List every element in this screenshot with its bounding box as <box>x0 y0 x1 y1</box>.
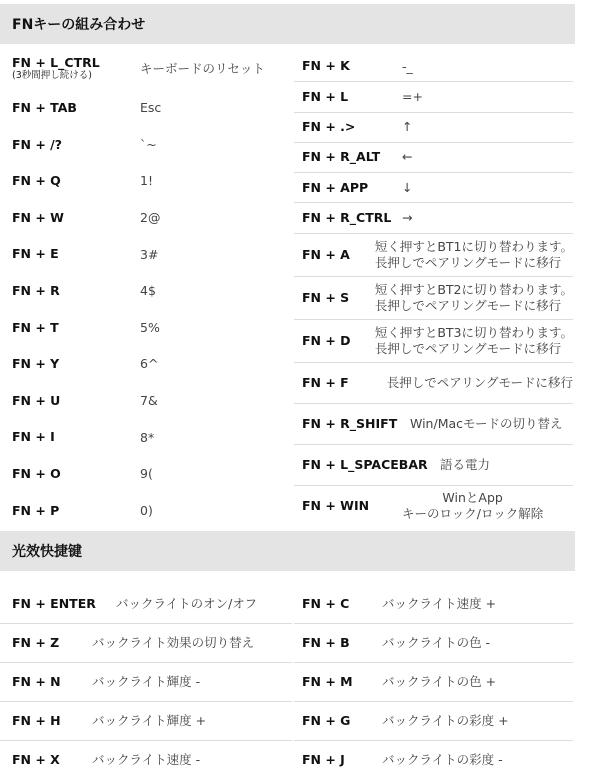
shortcut-action: -_ <box>402 58 413 74</box>
shortcut-row <box>0 624 292 663</box>
shortcut-row <box>0 702 292 741</box>
shortcut-key: FN + L_CTRL (3秒間押し続ける) <box>12 56 140 82</box>
shortcut-key: FN + I <box>12 429 55 445</box>
shortcut-row <box>0 90 292 127</box>
shortcut-key: FN + WIN <box>302 498 370 514</box>
shortcut-row <box>294 404 573 445</box>
shortcut-key: FN + R_ALT <box>302 149 381 165</box>
shortcut-row <box>0 310 292 347</box>
shortcut-key: FN + J <box>302 752 345 768</box>
shortcut-key: FN + L <box>302 88 349 104</box>
shortcut-key: FN + B <box>302 634 350 650</box>
shortcut-row <box>0 48 292 90</box>
shortcut-row <box>294 585 573 624</box>
shortcut-key: FN + TAB <box>12 100 77 116</box>
shortcut-action: Win/Macモードの切り替え <box>410 415 563 431</box>
shortcut-action: 5% <box>140 319 160 335</box>
shortcut-row <box>294 320 573 363</box>
shortcut-action: 長押しでペアリングモードに移行 <box>386 374 573 390</box>
shortcut-action: バックライトの色 - <box>382 634 491 650</box>
shortcut-row <box>294 663 573 702</box>
shortcut-action: バックライトの彩度 + <box>382 712 509 728</box>
shortcut-row <box>0 663 292 702</box>
shortcut-row <box>294 277 573 320</box>
shortcut-key: FN + U <box>12 392 61 408</box>
shortcut-row <box>294 486 573 527</box>
shortcut-action: 短く押すとBT1に切り替わります。 長押しでペアリングモードに移行 <box>374 238 573 270</box>
shortcut-key: FN + W <box>12 209 64 225</box>
section-header-fn-combinations <box>0 4 575 44</box>
shortcut-key: FN + T <box>12 319 59 335</box>
section-title: FNキーの組み合わせ <box>12 17 146 33</box>
shortcut-key: FN + N <box>12 673 61 689</box>
shortcut-action: 6^ <box>140 356 159 372</box>
shortcut-row <box>294 234 573 277</box>
shortcut-action: 1! <box>140 173 153 189</box>
shortcut-row <box>0 273 292 310</box>
shortcut-row <box>294 113 573 143</box>
shortcut-action: 2@ <box>140 209 161 225</box>
arrow-up-icon: ↑ <box>402 119 413 135</box>
shortcut-key: FN + D <box>302 332 351 348</box>
shortcut-key: FN + K <box>302 58 350 74</box>
shortcut-row <box>294 741 573 780</box>
shortcut-key: FN + /? <box>12 136 62 152</box>
shortcut-action: =+ <box>402 88 423 104</box>
shortcut-key: FN + F <box>302 374 349 390</box>
shortcut-action: 3# <box>140 246 159 262</box>
shortcut-action: バックライト輝度 + <box>92 712 207 728</box>
shortcut-action: 語る電力 <box>440 456 491 472</box>
shortcut-row <box>0 741 292 780</box>
shortcut-row <box>0 419 292 456</box>
fn-combinations-right-column <box>294 52 573 527</box>
shortcut-row <box>294 363 573 404</box>
shortcut-row <box>0 127 292 164</box>
shortcut-row <box>294 173 573 203</box>
shortcut-action: バックライト速度 - <box>92 752 201 768</box>
shortcut-action: バックライトの彩度 - <box>382 752 503 768</box>
section-header-backlight <box>0 531 575 571</box>
shortcut-key: FN + A <box>302 246 350 262</box>
shortcut-row <box>294 702 573 741</box>
shortcut-key: FN + L_SPACEBAR <box>302 456 428 472</box>
shortcut-action: 短く押すとBT2に切り替わります。 長押しでペアリングモードに移行 <box>374 281 573 313</box>
shortcut-key: FN + ENTER <box>12 595 96 611</box>
shortcut-action: バックライト輝度 - <box>92 673 201 689</box>
shortcut-action: バックライトのオン/オフ <box>116 595 257 611</box>
shortcut-action: 0) <box>140 502 153 518</box>
arrow-right-icon: → <box>402 210 413 225</box>
shortcut-action: バックライト効果の切り替え <box>92 634 255 650</box>
shortcut-row <box>294 52 573 82</box>
arrow-down-icon: ↓ <box>402 179 413 195</box>
shortcut-row <box>0 236 292 273</box>
shortcut-action: `~ <box>140 136 157 152</box>
shortcut-action: 9( <box>140 466 153 482</box>
shortcut-key: FN + X <box>12 752 60 768</box>
shortcut-key: FN + APP <box>302 179 369 195</box>
shortcut-key: FN + M <box>302 673 353 689</box>
shortcut-row <box>0 163 292 200</box>
shortcut-row <box>0 456 292 493</box>
shortcut-row <box>294 203 573 233</box>
shortcut-row <box>0 493 292 530</box>
shortcut-key: FN + E <box>12 246 59 262</box>
shortcut-key: FN + Z <box>12 634 60 650</box>
shortcut-action: バックライトの色 + <box>382 673 497 689</box>
shortcut-action: 短く押すとBT3に切り替わります。 長押しでペアリングモードに移行 <box>374 324 573 356</box>
fn-combinations-left-column <box>0 48 292 529</box>
shortcut-key: FN + .> <box>302 119 356 135</box>
shortcut-action: 7& <box>140 392 158 408</box>
shortcut-key: FN + C <box>302 595 350 611</box>
shortcut-row <box>0 383 292 420</box>
backlight-right-column <box>294 585 573 780</box>
backlight-left-column <box>0 585 292 780</box>
shortcut-action: バックライト速度 + <box>382 595 497 611</box>
shortcut-key: FN + P <box>12 502 60 518</box>
shortcut-action: 4$ <box>140 283 156 299</box>
shortcut-row <box>0 200 292 237</box>
shortcut-key: FN + R_CTRL <box>302 209 392 225</box>
shortcut-key: FN + S <box>302 289 350 305</box>
shortcut-row <box>294 143 573 173</box>
shortcut-row <box>294 445 573 486</box>
shortcut-key: FN + Y <box>12 356 60 372</box>
shortcut-key: FN + O <box>12 466 61 482</box>
shortcut-action: キーボードのリセット <box>140 60 265 76</box>
shortcut-key: FN + R_SHIFT <box>302 415 398 431</box>
section-title: 光效快捷键 <box>12 544 82 560</box>
shortcut-action: WinとApp キーのロック/ロック解除 <box>402 490 544 522</box>
shortcut-key: FN + R <box>12 283 60 299</box>
shortcut-key: FN + Q <box>12 173 61 189</box>
shortcut-key: FN + H <box>12 712 61 728</box>
arrow-left-icon: ← <box>402 149 413 165</box>
shortcut-row <box>294 82 573 112</box>
shortcut-key: FN + G <box>302 712 351 728</box>
shortcut-action: Esc <box>140 100 162 116</box>
shortcut-action: 8* <box>140 429 155 445</box>
shortcut-row <box>0 346 292 383</box>
shortcut-key-note: (3秒間押し続ける) <box>12 70 92 82</box>
shortcut-row <box>0 585 292 624</box>
shortcut-row <box>294 624 573 663</box>
